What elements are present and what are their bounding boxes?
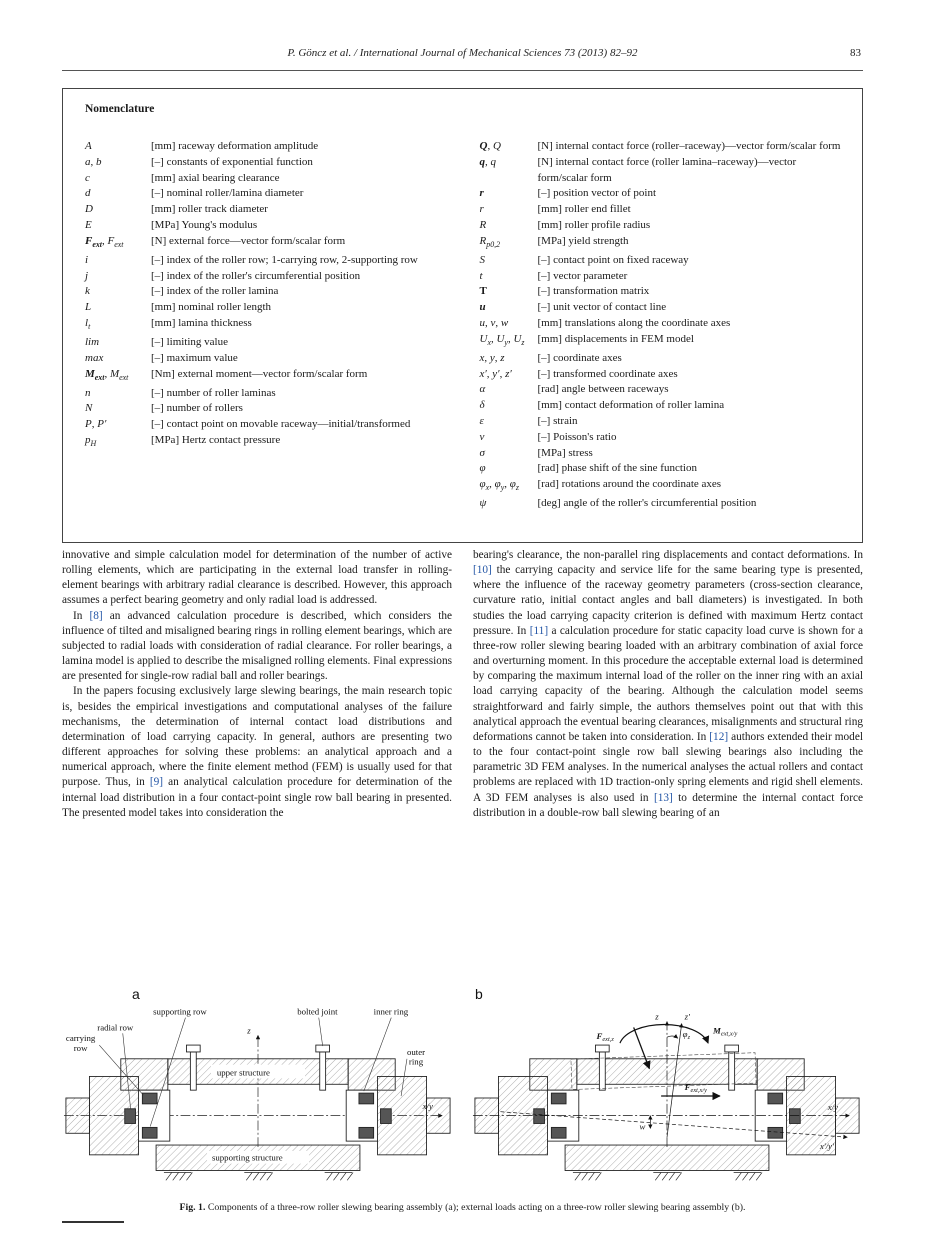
page-number: 83 [850,47,861,59]
nomenclature-symbol: j [85,269,89,282]
nomenclature-definition: [mm] roller end fillet [537,203,631,216]
nomenclature-symbol: k [85,285,90,298]
nomenclature-symbol: u [479,301,486,314]
nomenclature-entry [480,139,845,155]
nomenclature-symbol: A [85,140,92,152]
nomenclature-entry [85,284,450,300]
nomenclature-definition: [–] contact point on movable raceway—initial/transformed [151,418,411,431]
nomenclature-symbol: d [85,187,91,200]
supporting-structure-label: supporting structure [211,1152,283,1163]
nomenclature-entry [480,316,845,332]
figure-panel-a [62,986,454,1196]
ground-hatching-b [573,1172,762,1180]
nomenclature-definition: [mm] lamina thickness [151,316,252,329]
nomenclature-entry [85,202,450,218]
nomenclature-symbol: ψ [479,497,487,510]
nomenclature-entry [480,155,845,187]
nomenclature-definition: [MPa] Hertz contact pressure [151,433,281,446]
nomenclature-definition: [–] contact point on fixed raceway [537,253,689,266]
nomenclature-symbol: r [479,203,484,216]
nomenclature-symbol: r [479,187,484,200]
body-column-left [62,548,452,821]
reference-link[interactable]: [10] [473,564,492,577]
bolted-joint-label: bolted joint [297,1006,338,1017]
nomenclature-definition: [–] strain [537,414,578,427]
nomenclature-entry [480,477,845,496]
force-ext-xy-label: $F_{ext,x/y}$ [684,1082,707,1095]
body-text [62,548,863,821]
nomenclature-entry [85,139,450,155]
nomenclature-definition: [MPa] yield strength [537,234,629,247]
nomenclature-entry [480,218,845,234]
panel-b-label: b [475,986,483,1002]
outer-ring-label-2: ring [408,1056,424,1067]
reference-link[interactable]: [8] [89,609,103,622]
nomenclature-definition: [mm] translations along the coordinate axes [537,316,731,329]
nomenclature-definition: [rad] rotations around the coordinate axes [537,478,722,491]
nomenclature-entry [480,284,845,300]
nomenclature-symbol: φ [479,462,486,475]
nomenclature-definition: [–] vector parameter [537,269,628,282]
nomenclature-entry [480,446,845,462]
inner-ring-label: inner ring [373,1006,409,1017]
nomenclature-entry [480,382,845,398]
phi-z-label: $\varphi_z$ [682,1029,691,1042]
nomenclature-symbol: $F_{ext}$, $F_{ext}$ [85,234,124,249]
nomenclature-definition: [N] external force—vector form/scalar form [151,234,346,247]
nomenclature-symbol: S [479,253,485,266]
nomenclature-entry [480,367,845,383]
figure-caption [62,1202,863,1213]
w-displacement-label: w [639,1121,646,1132]
nomenclature-symbol: $U_x$, $U_y$, $U_z$ [479,332,525,347]
journal-citation: P. Göncz et al. / International Journal of Mechanical Sciences 73 (2013) 82–92 [287,47,638,59]
nomenclature-symbol: P, P′ [85,418,107,431]
panel-a-label: a [132,986,140,1002]
z-axis-label: z [655,1011,659,1022]
nomenclature-symbol: L [85,301,92,314]
figure-panels [62,986,863,1196]
nomenclature-entry [85,234,450,253]
nomenclature-definition: [–] transformation matrix [537,285,650,298]
nomenclature-symbol: t [479,269,483,282]
nomenclature-definition: [mm] nominal roller length [151,301,272,314]
xy-prime-axis-label: x′/y′ [819,1140,835,1151]
nomenclature-definition: [mm] roller profile radius [537,218,651,231]
page-header [62,47,863,62]
reference-link[interactable]: [11] [529,624,549,637]
moment-ext-label: $M_{ext,x/y}$ [713,1025,738,1038]
nomenclature-entry [480,202,845,218]
xy-axis-label: x/y [827,1101,839,1112]
nomenclature-definition: [–] index of the roller's circumferential position [151,269,361,282]
nomenclature-column-left [85,139,450,512]
nomenclature-symbol: D [85,203,93,216]
nomenclature-entry [480,351,845,367]
nomenclature-symbol: σ [479,446,485,459]
reference-link[interactable]: [9] [149,776,163,789]
nomenclature-definition: [MPa] stress [537,446,593,459]
nomenclature-entry [85,269,450,285]
supporting-row-label: supporting row [153,1006,207,1017]
xy-axis-label: x/y [422,1100,433,1111]
figure-caption-label: Fig. 1. [179,1202,206,1213]
nomenclature-symbol: T [479,285,487,298]
figure-1 [62,986,863,1196]
nomenclature-entry [480,430,845,446]
nomenclature-entry [480,332,845,351]
bearing-loads-drawing-b [471,1000,863,1196]
nomenclature-columns [85,139,844,512]
nomenclature-symbol: u, v, w [479,316,509,329]
nomenclature-symbol: ε [479,414,484,427]
nomenclature-definition: [N] internal contact force (roller lamina–raceway)—vector form/scalar form [537,155,797,184]
nomenclature-entry [85,253,450,269]
nomenclature-entry [480,414,845,430]
nomenclature-symbol: α [479,383,486,396]
nomenclature-definition: [mm] raceway deformation amplitude [151,140,319,152]
nomenclature-definition: [rad] angle between raceways [537,383,669,396]
nomenclature-definition: [MPa] Young's modulus [151,218,258,231]
nomenclature-definition: [mm] contact deformation of roller lamina [537,399,725,412]
nomenclature-symbol: $p_H$ [85,433,97,449]
nomenclature-symbol: c [85,171,90,184]
nomenclature-entry [85,351,450,367]
nomenclature-definition: [–] constants of exponential function [151,155,313,168]
nomenclature-definition: [–] transformed coordinate axes [537,367,678,380]
nomenclature-definition: [Nm] external moment—vector form/scalar form [151,367,368,380]
nomenclature-symbol: a, b [85,155,102,168]
header-rule [62,70,863,71]
nomenclature-entry [480,461,845,477]
nomenclature-entry [85,316,450,335]
footer-rule [62,1221,124,1223]
nomenclature-symbol: δ [479,399,485,412]
nomenclature-symbol: N [85,402,93,415]
nomenclature-title: Nomenclature [85,103,155,115]
nomenclature-symbol: lim [85,335,100,348]
nomenclature-definition: [–] index of the roller row; 1-carrying row, 2-supporting row [151,253,418,266]
nomenclature-symbol: R [479,218,487,231]
nomenclature-symbol: x′, y′, z′ [479,367,512,380]
nomenclature-entry [85,335,450,351]
nomenclature-definition: [–] nominal roller/lamina diameter [151,187,304,200]
z-axis-label: z [247,1025,251,1036]
nomenclature-symbol: $l_t$ [85,316,91,332]
ground-hatching-a [164,1172,353,1180]
paragraph: innovative and simple calculation model for determination of the number of active rolling elements, which are participating in the external load transfer in rolling-element bearings with arbitrary radial clearance is described. However, this approach assumes a perfect bearing geometry and only radial load is addressed. [62,549,452,607]
carrying-row-label-2: row [73,1042,88,1053]
nomenclature-symbol: Q, Q [479,140,501,152]
figure-caption-text: Components of a three-row roller slewing bearing assembly (a); external loads acting on a three-row roller slewing bearing assembly (b). [207,1202,746,1213]
body-column-right [473,548,863,821]
nomenclature-entry [85,417,450,433]
nomenclature-box [62,88,863,543]
nomenclature-definition: [–] position vector of point [537,187,657,200]
nomenclature-entry [480,253,845,269]
nomenclature-symbol: ν [479,430,485,443]
carrying-row-label-1: carrying [65,1033,96,1044]
nomenclature-definition: [–] number of roller laminas [151,386,276,399]
bearing-assembly-drawing-a [62,1000,454,1196]
nomenclature-entry [85,367,450,386]
nomenclature-definition: [–] index of the roller lamina [151,285,279,298]
nomenclature-entry [85,386,450,402]
nomenclature-definition: [–] unit vector of contact line [537,301,667,314]
nomenclature-definition: [–] Poisson's ratio [537,430,617,443]
nomenclature-entry [480,398,845,414]
nomenclature-symbol: $\varphi_x$, $\varphi_y$, $\varphi_z$ [479,478,519,493]
nomenclature-column-right [480,139,845,512]
force-ext-z-label: $F_{ext,z}$ [596,1031,614,1044]
nomenclature-definition: [rad] phase shift of the sine function [537,462,697,475]
nomenclature-symbol: x, y, z [479,351,505,364]
nomenclature-entry [480,234,845,253]
nomenclature-definition: [–] coordinate axes [537,351,622,364]
nomenclature-definition: [mm] axial bearing clearance [151,171,280,184]
upper-structure-label: upper structure [216,1067,270,1078]
nomenclature-definition: [mm] displacements in FEM model [537,332,694,345]
z-prime-axis-label: z′ [684,1011,690,1022]
nomenclature-definition: [deg] angle of the roller's circumferential position [537,497,757,510]
nomenclature-definition: [–] limiting value [151,335,228,348]
paragraph: In the papers focusing exclusively large slewing bearings, the main research topic is, besides the empirical investigations and computational analyses of the failure mechanisms, the determination of internal contact load distributions and determination of load carrying capacity. In general, authors are presenting two different approaches for solving these problems: an analytical approach and a numerical approach, where the finite element method (FEM) is usually used for that purpose. Thus, in [9] an analytical calculation procedure for determination of the internal load distribution in a four contact-point single row ball bearing in presented. The presented model takes into consideration the [62,685,452,819]
figure-panel-b [471,986,863,1196]
nomenclature-entry [85,171,450,187]
nomenclature-entry [480,496,845,512]
paragraph: bearing's clearance, the non-parallel ring displacements and contact deformations. In [10] the carrying capacity and service life for the same bearing type is presented, where the influence of the raceway geometry parameters (cross-section clearance, curvature ratio, initial contact angles and ball diameters) is investigated. In both studies the load carrying capacity criterion is defined with maximum Hertz contact pressure. In [11] a calculation procedure for static capacity load curve is shown for a three-row roller slewing bearing loaded with an arbitrary combination of axial force and overturning moment. In this procedure the acceptable external load is determined by comparing the maximum internal load of the roller on the inner ring with an axial load carrying capacity of the bearing. Although the calculation model seems straightforward and fairly simple, the authors themselves point out that with this analytical approach the eventual bearing clearances, misalignments and structural ring deformations cannot be taken into consideration. In [12] authors extended their model to the four contact-point single row ball slewing bearings also including the parametric 3D FEM analyses. In the numerical analyses the actual rollers and contact problems are replaced with 1D traction-only spring elements and rigid shell elements. A 3D FEM analyses is also used in [13] to determine the internal contact force distribution in a double-row ball slewing bearing of an [473,549,863,819]
nomenclature-entry [85,433,450,452]
nomenclature-entry [85,218,450,234]
nomenclature-entry [480,186,845,202]
nomenclature-definition: [N] internal contact force (roller–raceway)—vector form/scalar form [537,140,841,152]
nomenclature-entry [85,300,450,316]
nomenclature-symbol: q, q [479,155,496,168]
nomenclature-entry [480,300,845,316]
nomenclature-symbol: i [85,253,89,266]
nomenclature-entry [85,186,450,202]
nomenclature-entry [480,269,845,285]
nomenclature-symbol: E [85,218,92,231]
nomenclature-symbol: $R_{p0,2}$ [479,234,501,249]
reference-link[interactable]: [13] [653,791,673,804]
nomenclature-definition: [mm] roller track diameter [151,203,268,216]
nomenclature-entry [85,401,450,417]
nomenclature-symbol: max [85,351,104,364]
nomenclature-definition: [–] maximum value [151,351,238,364]
radial-row-label: radial row [97,1022,134,1033]
nomenclature-entry [85,155,450,171]
reference-link[interactable]: [12] [709,730,729,743]
outer-ring-label-1: outer [406,1046,426,1057]
paragraph: In [8] an advanced calculation procedure is described, which considers the influence of tilted and misaligned bearing rings in rolling element bearings, which are subjected to radial loads with consideration of radial clearance. For roller bearings, a lamina model is applied to describe the misaligned rolling elements. Final expressions are presented for single-row radial ball and roller bearings. [62,609,452,683]
nomenclature-symbol: n [85,386,91,399]
nomenclature-symbol: $M_{ext}$, $M_{ext}$ [85,367,129,382]
nomenclature-definition: [–] number of rollers [151,402,243,415]
